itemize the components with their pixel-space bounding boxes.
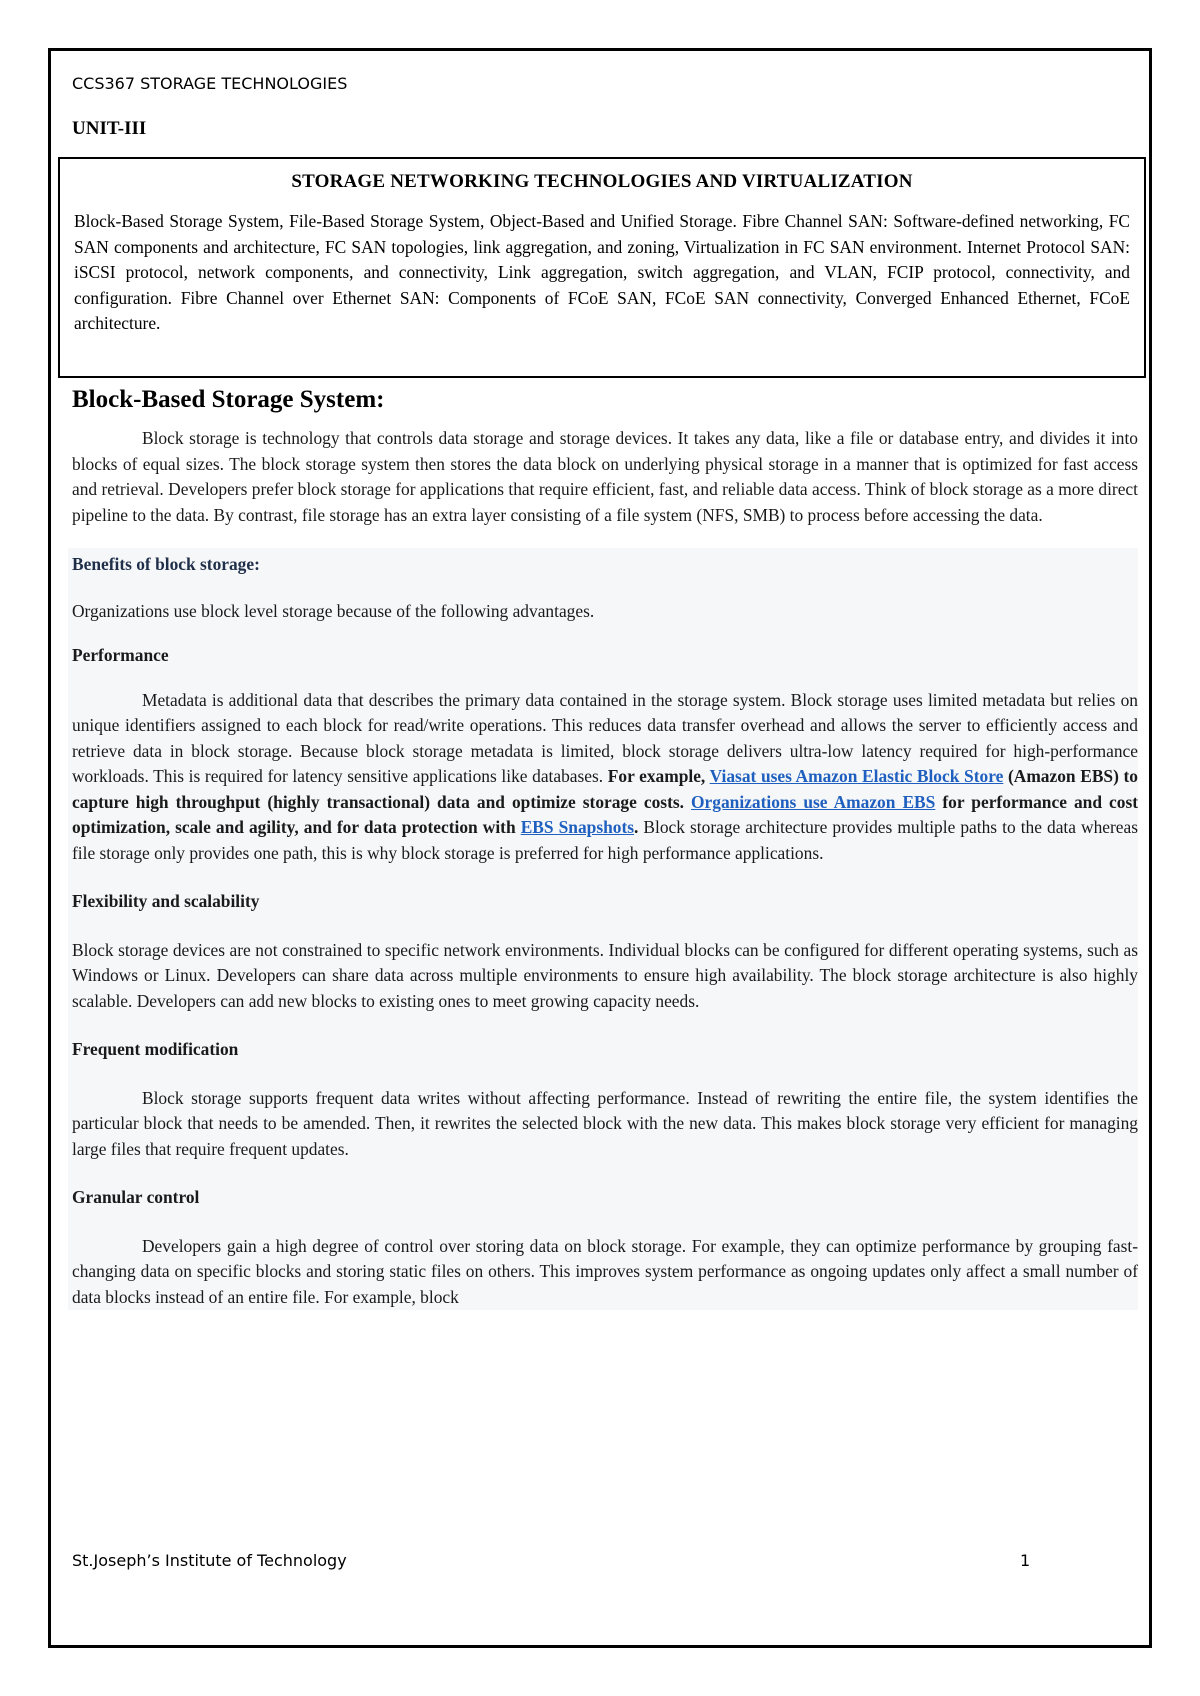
performance-bold-1: For example, — [607, 766, 710, 786]
course-header: CCS367 STORAGE TECHNOLOGIES — [72, 74, 348, 93]
benefits-intro: Organizations use block level storage because of the following advantages. — [72, 600, 595, 621]
ebs-snapshots-link[interactable]: EBS Snapshots — [520, 817, 635, 837]
section-intro: Block storage is technology that controls data storage and storage devices. It takes any data, like a file or database entry, and divides it into blocks of equal sizes. The block storage system then stores the data block on underlying physical storage in a manner that is optimized for fast access and retrieval. Developers prefer block storage for applications that require efficient, fast, and reliable data access. Think of block storage as a more direct pipeline to the data. By contrast, file storage has an extra layer consisting of a file system (NFS, SMB) to process before accessing the data. — [72, 428, 1138, 525]
granular-text: Developers gain a high degree of control over storing data on block storage. For example, they can optimize performance by grouping fast-changing data on specific blocks and storing static files on others. This improves system performance as ongoing updates only affect a small number of data blocks instead of an entire file. For example, block — [72, 1235, 1138, 1307]
footer-institute: St.Joseph’s Institute of Technology — [72, 1551, 347, 1570]
performance-bold-2: (Amazon EBS) to capture high throughput (highly transactional) data and optimize storage costs. — [72, 766, 1139, 812]
performance-heading: Performance — [72, 645, 169, 665]
performance-text-2: Block storage architecture provides multiple paths to the data whereas file storage only provides one path, this is why block storage is preferred for high performance applications. — [72, 817, 1138, 863]
modification-text: Block storage supports frequent data writes without affecting performance. Instead of rewriting the entire file, the system identifies the particular block that needs to be amended. Then, it rewrites the selected block with the new data. This makes block storage very efficient for managing large files that require frequent updates. — [72, 1087, 1138, 1159]
modification-heading: Frequent modification — [72, 1039, 239, 1059]
benefits-heading: Benefits of block storage: — [72, 554, 260, 574]
syllabus-box — [58, 157, 1146, 378]
section-heading: Block-Based Storage System: — [72, 386, 385, 413]
performance-bold-4: . — [634, 817, 639, 837]
main-content — [72, 386, 1138, 1310]
unit-label: UNIT-III — [72, 118, 147, 139]
syllabus-body: Block-Based Storage System, File-Based Storage System, Object-Based and Unified Storage. Fibre Channel SAN: Software-defined networking, FC SAN components and architecture, FC SAN topologies, link aggregation, and zoning, Virtualization in FC SAN environment. Internet Protocol SAN: iSCSI protocol, network components, and connectivity, Link aggregation, switch aggregation, and VLAN, FCIP protocol, connectivity, and configuration. Fibre Channel over Ethernet SAN: Components of FCoE SAN, FCoE SAN connectivity, Converged Enhanced Ethernet, FCoE architecture. — [74, 211, 1130, 333]
viasat-link[interactable]: Viasat uses Amazon Elastic Block Store — [709, 766, 1004, 786]
benefits-section — [68, 548, 1138, 1310]
organizations-ebs-link[interactable]: Organizations use Amazon EBS — [691, 791, 936, 812]
flexibility-heading: Flexibility and scalability — [72, 891, 260, 911]
performance-text-1: Metadata is additional data that describes the primary data contained in the storage system. Block storage uses limited metadata but relies on unique identifiers assigned to each block for read/write operations. This reduces data transfer overhead and allows the server to efficiently access and retrieve data in block storage. Because block storage metadata is limited, block storage delivers ultra-low latency required for high-performance workloads. This is required for latency sensitive applications like databases. — [72, 689, 1138, 786]
syllabus-title: STORAGE NETWORKING TECHNOLOGIES AND VIRTUALIZATION — [291, 171, 913, 192]
performance-text — [72, 688, 1138, 867]
flexibility-text: Block storage devices are not constrained to specific network environments. Individual blocks can be configured for different operating systems, such as Windows or Linux. Developers can share data across multiple environments to ensure high availability. The block storage architecture is also highly scalable. Developers can add new blocks to existing ones to meet growing capacity needs. — [72, 939, 1138, 1011]
granular-heading: Granular control — [72, 1187, 200, 1207]
page-number: 1 — [1020, 1551, 1031, 1570]
performance-bold-3: for performance and cost optimization, scale and agility, and for data protection with — [72, 791, 1138, 837]
